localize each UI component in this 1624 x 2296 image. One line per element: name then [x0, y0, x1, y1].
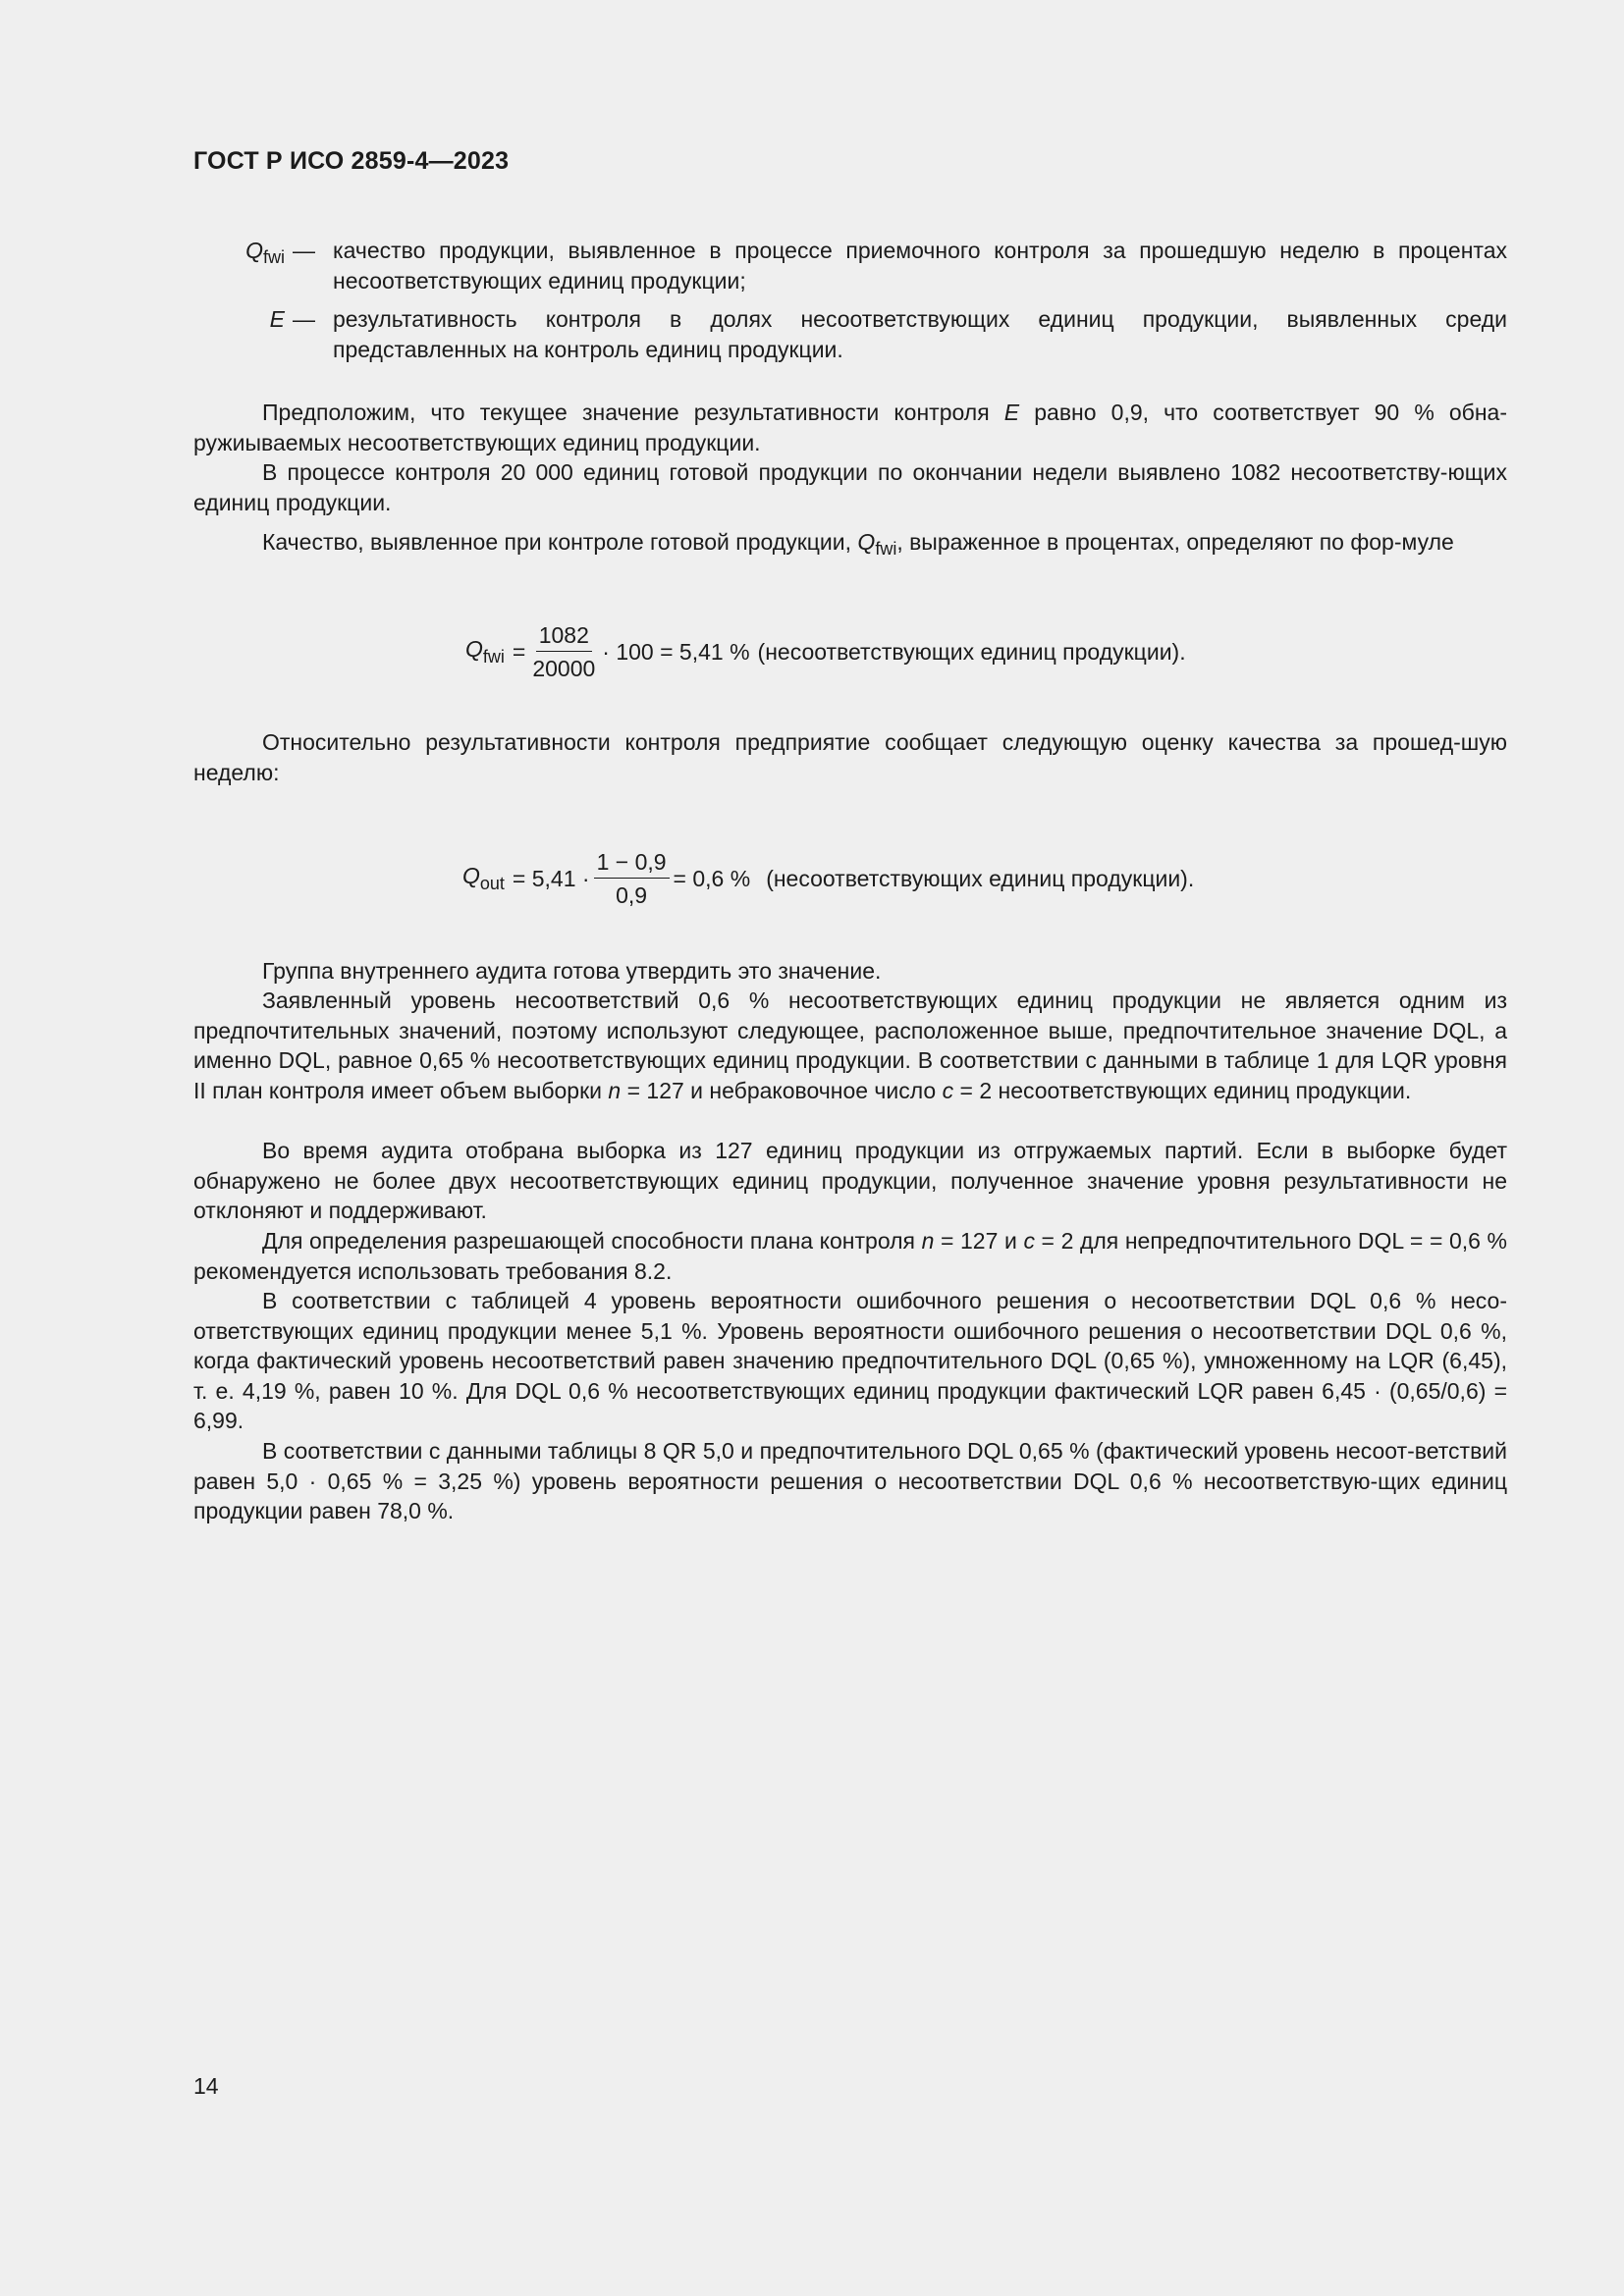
formula-rest: = 0,6 %: [673, 865, 751, 891]
formula-lhs: $Q_{out}$: [462, 863, 505, 893]
definition-item: [193, 304, 1507, 365]
formula-fraction: [529, 622, 598, 681]
formula-numerator: 1 − 0,9: [594, 849, 670, 879]
paragraph-table4-analysis: В соответствии с таблицей 4 уровень вероятности ошибочного решения о несоответствии DQL 0,6 % несо-ответствующих единиц продукции менее 5,1 %. Уровень вероятности ошибочного решения о несоответствии DQL 0,6 %, когда фактический уровень несоответствий равен значению предпочтительного DQL (0,65 %), умноженному на LQR (6,45), т. е. 4,19 %, равен 10 %. Для DQL 0,6 % несоответствующих единиц продукции фактический LQR равен 6,45 · (0,65/0,6) = 6,99.: [193, 1288, 1507, 1433]
definition-text: качество продукции, выявленное в процессе приемочного контроля за прошедшую неделю в процентах несоответствующих единиц продукции;: [333, 238, 1507, 294]
formula-numerator: 1082: [536, 622, 592, 652]
definition-dash: —: [293, 306, 315, 332]
definition-text: результативность контроля в долях несоответствующих единиц продукции, выявленных среди представленных на контроль единиц продукции.: [333, 306, 1507, 362]
formula-fraction: [594, 849, 670, 908]
definitions-list: [193, 236, 1507, 373]
paragraph-quality-formula-intro: Качество, выявленное при контроле готовой продукции, $Q_{fwi}$, выраженное в процентах, определяют по фор-муле: [262, 529, 1454, 559]
formula-equals: =: [512, 638, 526, 665]
paragraph-declared-level: Заявленный уровень несоответствий 0,6 % несоответствующих единиц продукции не является одним из предпочтительных значений, поэтому используют следующее, расположенное выше, предпочтительное значение DQL, а именно DQL, равное 0,65 % несоответствующих единиц продукции. В соответствии с данными в таблице 1 для LQR уровня II план контроля имеет объем выборки n = 127 и небраковочное число c = 2 несоответствующих единиц продукции.: [193, 988, 1507, 1103]
paragraph-audit-ready: Группа внутреннего аудита готова утвердить это значение.: [262, 958, 882, 984]
formula-qout: [462, 849, 1194, 908]
paragraph-quality-estimate: Относительно результативности контроля предприятие сообщает следующую оценку качества за прошед-шую неделю:: [193, 729, 1507, 785]
definition-symbol: E: [269, 306, 285, 332]
definition-symbol: $Q_{fwi}$: [245, 238, 285, 267]
document-header: ГОСТ Р ИСО 2859-4—2023: [193, 147, 510, 175]
paragraph-control-result: В процессе контроля 20 000 единиц готовой продукции по окончании недели выявлено 1082 несоответству-ющих единиц продукции.: [193, 459, 1507, 515]
formula-denominator: 20000: [532, 656, 596, 681]
formula-note: (несоответствующих единиц продукции).: [757, 638, 1186, 665]
formula-denominator: 0,9: [616, 882, 648, 908]
formula-lhs: $Q_{fwi}$: [465, 636, 505, 667]
formula-rest: · 100 = 5,41 %: [602, 638, 750, 665]
paragraph-table8-analysis: В соответствии с данными таблицы 8 QR 5,0 и предпочтительного DQL 0,65 % (фактический уровень несоот-ветствий равен 5,0 · 0,65 % = 3,25 %) уровень вероятности решения о несоответствии DQL 0,6 % несоответствую-щих единиц продукции равен 78,0 %.: [193, 1438, 1507, 1523]
definition-dash: —: [293, 238, 315, 263]
paragraph-audit-sample: Во время аудита отобрана выборка из 127 единиц продукции из отгружаемых партий. Если в выборке будет обнаружено не более двух несоответствующих единиц продукции, полученное значение уровня результативности не отклоняют и поддерживают.: [193, 1138, 1507, 1223]
formula-note: (несоответствующих единиц продукции).: [766, 865, 1195, 891]
paragraph-effectiveness-assumption: Предположим, что текущее значение результативности контроля E равно 0,9, что соответствует 90 % обна-ружиываемых несоответствующих единиц продукции.: [193, 400, 1507, 455]
definition-item: [193, 236, 1507, 296]
formula-qfwi: [465, 622, 1186, 681]
paragraph-resolving-power: Для определения разрешающей способности плана контроля n = 127 и c = 2 для непредпочтительного DQL = = 0,6 % рекомендуется использовать требования 8.2.: [193, 1228, 1507, 1284]
formula-equals: = 5,41 ·: [512, 865, 590, 891]
page-number: 14: [193, 2073, 219, 2099]
